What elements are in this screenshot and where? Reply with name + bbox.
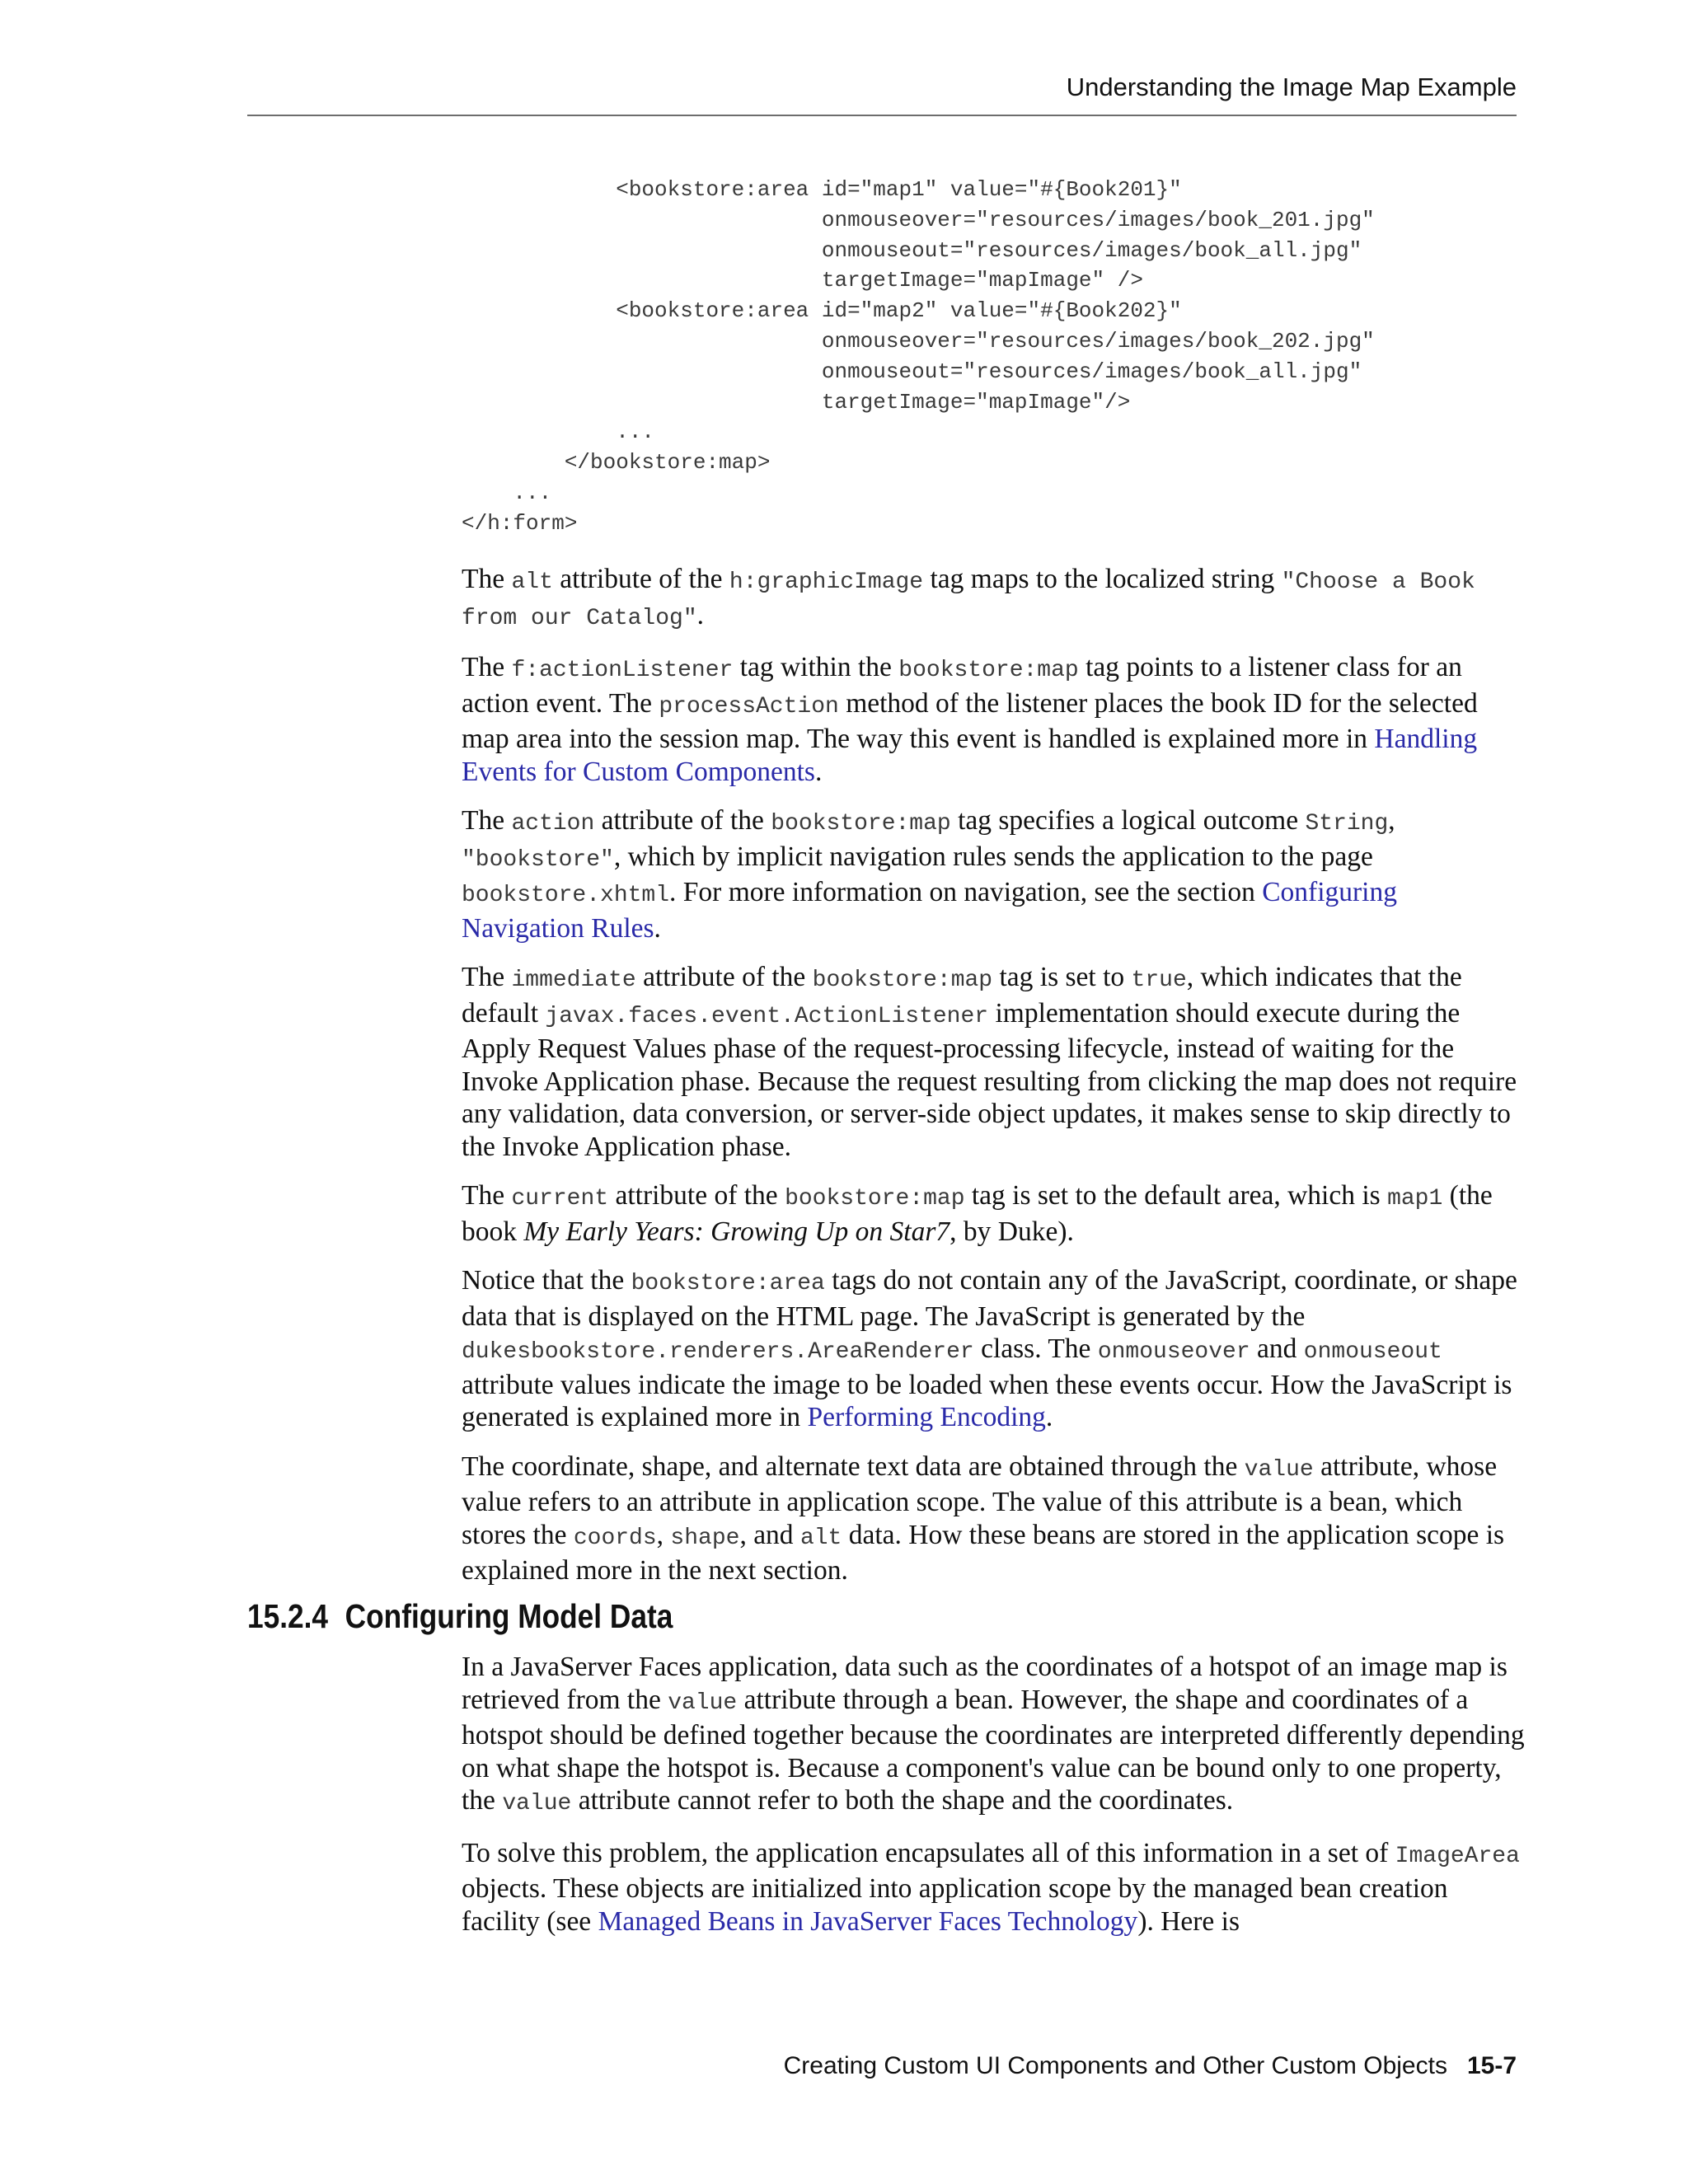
paragraph-image-area-objects: To solve this problem, the application encapsulates all of this information in a set of ImageArea objects. These objects are initialized into application scope by the managed bean creation facility (see Managed Beans in JavaServer Faces Technology). Here is xyxy=(462,1837,1520,1937)
code-line: targetImage="mapImage"/> xyxy=(462,389,1131,415)
section-title: Configuring Model Data xyxy=(345,1597,673,1635)
link-managed-beans[interactable]: Managed Beans in JavaServer Faces Technology xyxy=(598,1905,1138,1937)
code-line: targetImage="mapImage" /> xyxy=(462,268,1143,293)
code-line: ... xyxy=(462,419,655,445)
section-number: 15.2.4 xyxy=(247,1597,329,1635)
code-line: </bookstore:map> xyxy=(462,450,771,476)
book-title: My Early Years: Growing Up on Star7 xyxy=(523,1216,950,1247)
section-text xyxy=(462,1651,1525,1954)
code-line: </h:form> xyxy=(462,510,578,536)
main-text xyxy=(462,563,1525,1604)
code-line: onmouseout="resources/images/book_all.jpg" xyxy=(462,359,1362,384)
paragraph-model-data: In a JavaServer Faces application, data such as the coordinates of a hotspot of an image map is retrieved from the value attribute through a bean. However, the shape and coordinates of a hotspot should be defined together because the coordinates are interpreted differently depending on what shape the hotspot is. Because a component's value can be bound only to one property, the value attribute cannot refer to both the shape and the coordinates. xyxy=(462,1652,1525,1816)
code-block xyxy=(462,175,1375,539)
paragraph-area-tags: Notice that the bookstore:area tags do not contain any of the JavaScript, coordinate, or shape data that is displayed on the HTML page. The JavaScript is generated by the dukesbookstore.renderers.AreaRenderer class. The onmouseover and onmouseout attribute values indicate the image to be loaded when these events occur. How the JavaScript is generated is explained more in Performing Encoding. xyxy=(462,1265,1517,1432)
paragraph-current-attribute: The current attribute of the bookstore:map tag is set to the default area, which is map1 (the book My Early Years: Growing Up on Star7, by Duke). xyxy=(462,1180,1493,1247)
code-line: ... xyxy=(462,480,552,505)
paragraph-alt-attribute: The alt attribute of the h:graphicImage tag maps to the localized string "Choose a Book from our Catalog". xyxy=(462,564,1475,631)
code-line: onmouseover="resources/images/book_202.jpg" xyxy=(462,328,1375,354)
paragraph-action-attribute: The action attribute of the bookstore:map tag specifies a logical outcome String, "bookstore", which by implicit navigation rules sends the application to the page bookstore.xhtml. For more information on navigation, see the section Configuring Navigation Rules. xyxy=(462,805,1397,944)
code-line: onmouseover="resources/images/book_201.jpg" xyxy=(462,207,1375,232)
link-performing-encoding[interactable]: Performing Encoding xyxy=(807,1402,1046,1432)
paragraph-action-listener: The f:actionListener tag within the bookstore:map tag points to a listener class for an action event. The processAction method of the listener places the book ID for the selected map area into the session map. The way this event is handled is explained more in Handling Events for Custom Components. xyxy=(462,652,1478,787)
header-rule xyxy=(247,115,1517,116)
page-number: 15-7 xyxy=(1466,2052,1517,2079)
paragraph-immediate-attribute: The immediate attribute of the bookstore:map tag is set to true, which indicates that the default javax.faces.event.ActionListener implementation should execute during the Apply Request Values phase of the request-processing lifecycle, instead of waiting for the Invoke Application phase. Because the request resulting from clicking the map does not require any validation, data conversion, or server-side object updates, it makes sense to skip directly to the Invoke Application phase. xyxy=(462,962,1517,1162)
paragraph-value-attribute: The coordinate, shape, and alternate text data are obtained through the value attribute, whose value refers to an attribute in application scope. The value of this attribute is a bean, which stores the coords, shape, and alt data. How these beans are stored in the application scope is explained more in the next section. xyxy=(462,1451,1505,1586)
link-handling-events[interactable]: Handling Events for Custom Components xyxy=(462,724,1478,787)
link-configuring-navigation-rules[interactable]: Configuring Navigation Rules xyxy=(462,877,1397,944)
footer-book-title: Creating Custom UI Components and Other Custom Objects xyxy=(783,2052,1447,2079)
code-line: onmouseout="resources/images/book_all.jpg" xyxy=(462,237,1362,263)
page-footer xyxy=(247,2052,1517,2080)
code-line: <bookstore:area id="map2" value="#{Book202}" xyxy=(462,298,1182,324)
section-heading xyxy=(247,1597,673,1636)
running-header: Understanding the Image Map Example xyxy=(1066,73,1517,101)
code-line: <bookstore:area id="map1" value="#{Book201}" xyxy=(462,177,1182,202)
